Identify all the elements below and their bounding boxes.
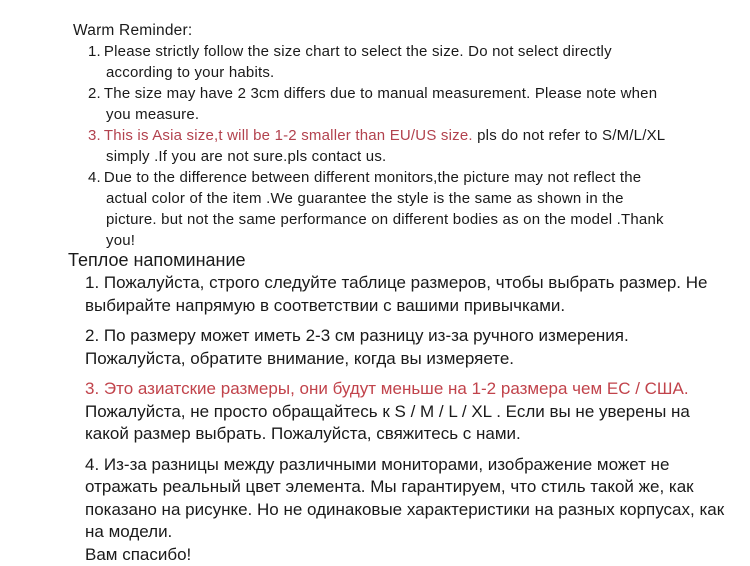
russian-reminder-item-3 (85, 378, 733, 446)
russian-reminder-section (68, 248, 728, 566)
russian-reminder-item-4 (85, 454, 733, 566)
english-reminder-section (73, 20, 673, 251)
english-reminder-item-4 (88, 167, 673, 251)
item-text: Due to the difference between different monitors,the picture may not reflect the actual color of the item .We guarantee the style is the same as shown in the picture. but not the same performance on different bodies as on the model .Thank you! (104, 169, 664, 249)
item-highlight-text: This is Asia size,t will be 1-2 smaller than EU/US size. (104, 127, 473, 144)
russian-reminder-item-1 (85, 272, 733, 317)
item-number: 2. (88, 85, 101, 102)
item-text: 2. По размеру может иметь 2-3 см разницу из-за ручного измерения. Пожалуйста, обратите внимание, когда вы измеряете. (85, 326, 629, 368)
russian-reminder-title: Теплое напоминание (68, 248, 728, 272)
english-reminder-item-1 (88, 41, 673, 83)
item-closing-text: Вам спасибо! (85, 544, 733, 566)
item-number: 1. (88, 43, 101, 60)
english-reminder-item-3 (88, 125, 673, 167)
item-text: 1. Пожалуйста, строго следуйте таблице размеров, чтобы выбрать размер. Не выбирайте напрямую в соответствии с вашими привычками. (85, 273, 707, 315)
russian-reminder-list (85, 272, 733, 566)
russian-reminder-item-2 (85, 325, 733, 370)
item-text: Пожалуйста, не просто обращайтесь к S / M / L / XL . Если вы не уверены на какой размер выбрать. Пожалуйста, свяжитесь с нами. (85, 402, 690, 444)
item-number: 3. (88, 127, 101, 144)
english-reminder-title: Warm Reminder: (73, 20, 673, 41)
item-number: 4. (88, 169, 101, 186)
english-reminder-list (88, 41, 673, 251)
item-text: pls do not refer to S/M/L/XL simply .If you are not sure.pls contact us. (106, 127, 665, 165)
english-reminder-item-2 (88, 83, 673, 125)
item-text: 4. Из-за разницы между различными мониторами, изображение может не отражать реальный цвет элемента. Мы гарантируем, что стиль такой же, как показано на рисунке. Но не одинаковые характеристики на разных корпусах, как на модели. (85, 455, 724, 542)
item-highlight-text: 3. Это азиатские размеры, они будут меньше на 1-2 размера чем ЕС / США. (85, 379, 689, 398)
item-text: Please strictly follow the size chart to select the size. Do not select directly according to your habits. (104, 43, 612, 81)
item-text: The size may have 2 3cm differs due to manual measurement. Please note when you measure. (104, 85, 657, 123)
